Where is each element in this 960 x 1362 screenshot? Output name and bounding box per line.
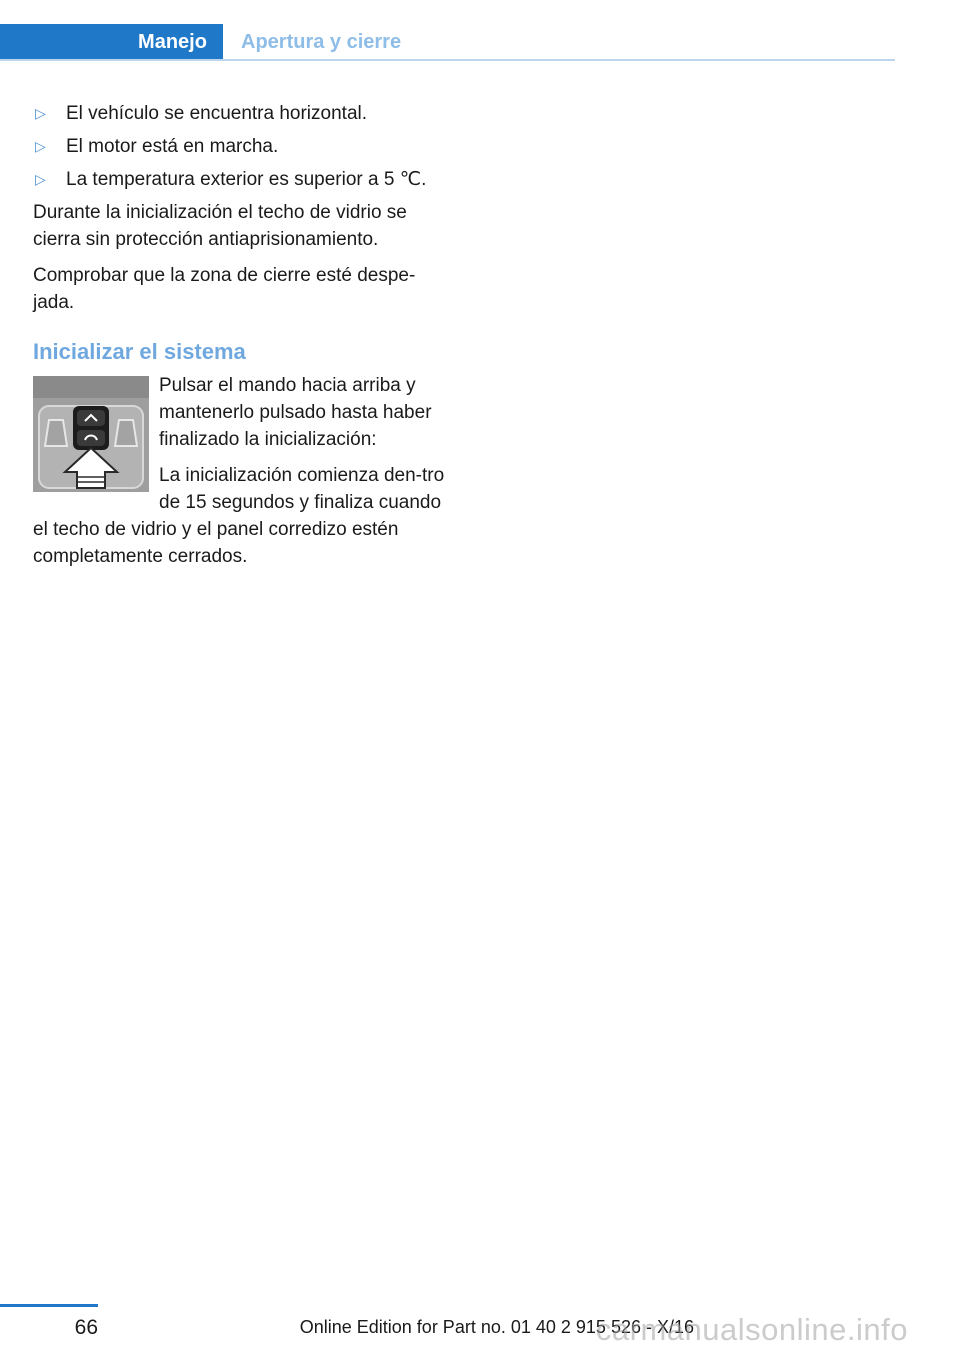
step-text: Pulsar el mando hacia arriba y mantenerlo pulsado hasta haber finalizado la inicialización:	[159, 375, 432, 450]
figure-block	[33, 372, 445, 570]
step-text: La inicialización comienza den‐tro de 15 segundos y finaliza cuando el techo de vidrio y el panel corredizo estén completamente cerrados.	[33, 465, 445, 567]
header-accent-block	[0, 24, 122, 61]
edition-label: Online Edition for Part no. 01 40 2 915 526 - X/16	[299, 1317, 694, 1337]
main-content	[33, 100, 445, 579]
tab-section[interactable]: Apertura y cierre	[241, 31, 402, 53]
tab-chapter[interactable]: Manejo	[122, 24, 223, 61]
footer-accent-line	[0, 1304, 98, 1307]
triangle-bullet-icon: ▷	[35, 105, 46, 121]
list-item-text: El vehículo se encuentra horizontal.	[66, 103, 368, 124]
paragraph: Durante la inicialización el techo de vidrio se cierra sin protección antiaprisionamiento.	[33, 202, 407, 250]
list-item	[33, 166, 445, 193]
roof-switch-illustration	[33, 376, 149, 492]
paragraph: Comprobar que la zona de cierre esté despe‐jada.	[33, 265, 416, 313]
list-item-text: La temperatura exterior es superior a 5 ℃.	[66, 169, 427, 190]
list-item	[33, 133, 445, 160]
list-item	[33, 100, 445, 127]
page-number: 66	[74, 1316, 98, 1339]
watermark: carmanualsonline.info	[595, 1312, 908, 1347]
header-tab-bar	[0, 24, 895, 61]
triangle-bullet-icon: ▷	[35, 138, 46, 154]
section-heading: Inicializar el sistema	[33, 339, 246, 364]
triangle-bullet-icon: ▷	[35, 171, 46, 187]
header-divider	[0, 59, 895, 61]
list-item-text: El motor está en marcha.	[66, 136, 279, 157]
